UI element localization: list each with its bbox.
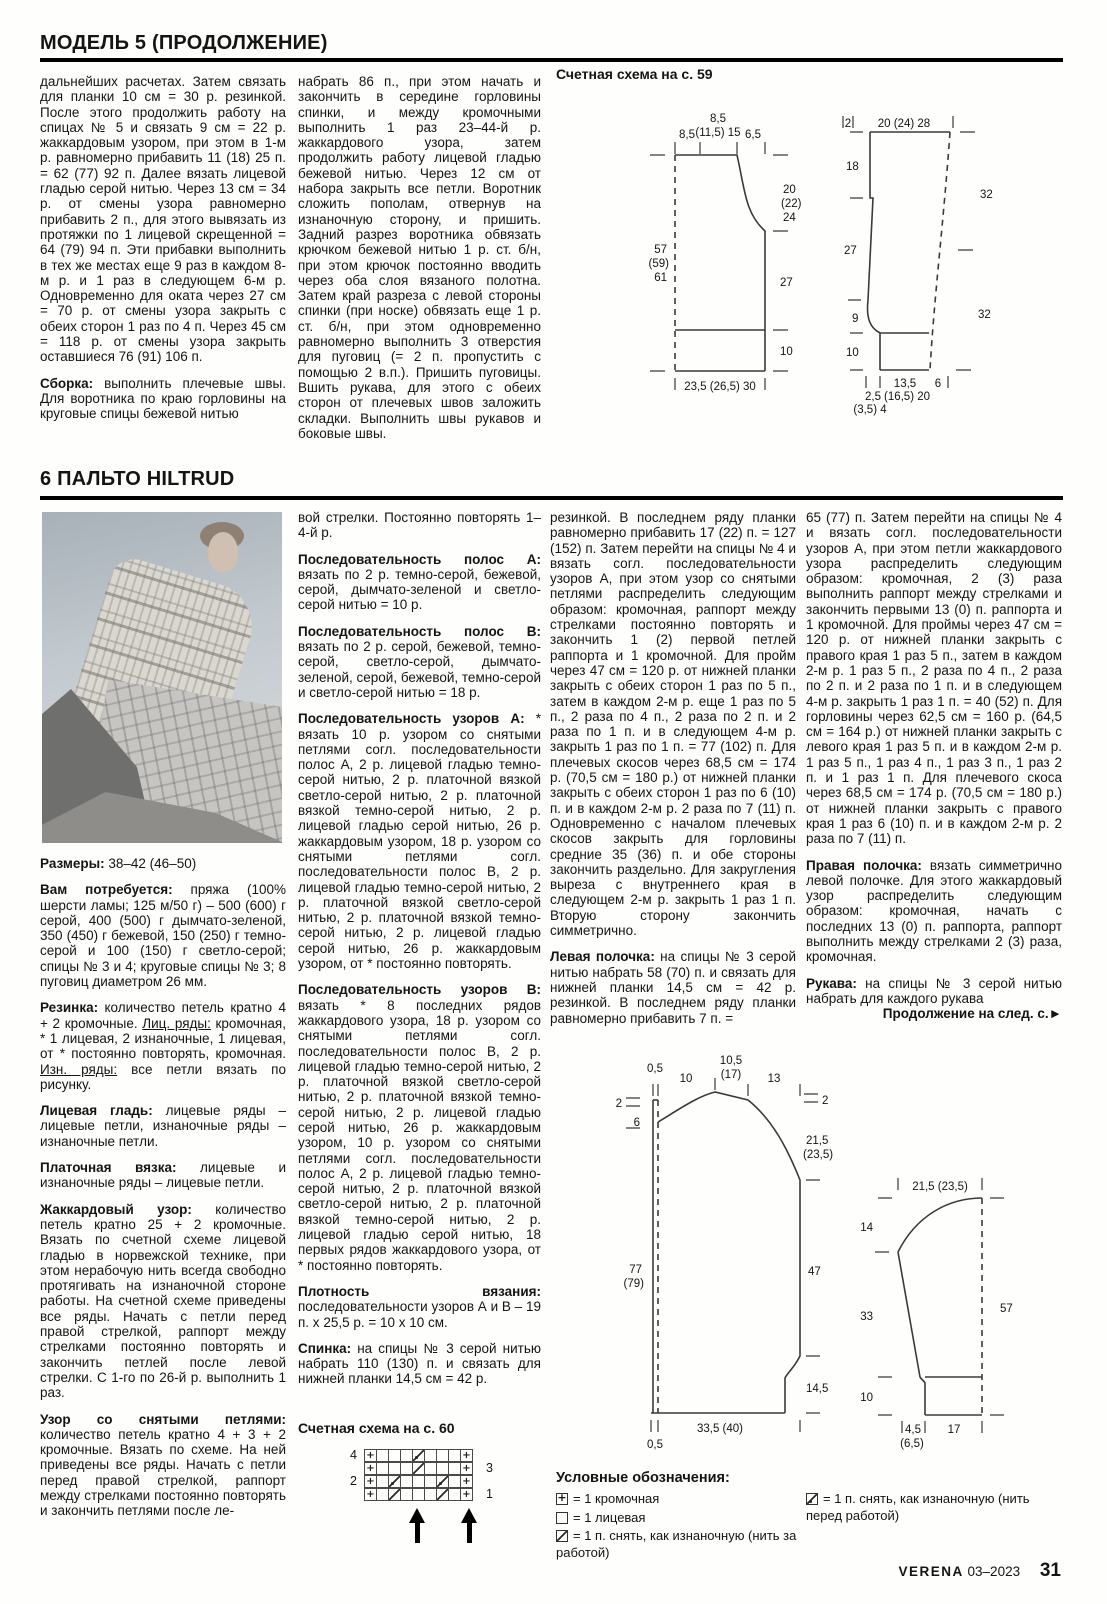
body-text: вой стрелки. Постоянно повторять 1–4-й р. — [298, 510, 541, 541]
legend-item — [806, 1491, 1064, 1524]
jacquard-heading: Жаккардовый узор: — [40, 1201, 192, 1217]
page-number: 31 — [1039, 1560, 1061, 1581]
paragraph — [298, 510, 541, 541]
measure-label: 10 — [860, 1392, 873, 1404]
chart-reference-59: Счетная схема на с. 59 — [556, 66, 713, 82]
magazine-issue: 03–2023 — [967, 1564, 1021, 1579]
back-outline — [650, 142, 788, 390]
garter-heading: Платочная вязка: — [40, 1160, 177, 1176]
paragraph — [550, 510, 796, 938]
body-text: на спицы № 3 серой нитью набрать 110 (130) п. и связать для нижней планки 14,5 см = 42 р. — [298, 1340, 541, 1387]
coat-body-outline — [623, 1078, 820, 1432]
rib-heading: Резинка: — [40, 1000, 99, 1016]
measure-label: (6,5) — [900, 1438, 924, 1450]
measure-label: 27 — [780, 277, 793, 289]
body-text: 38–42 (46–50) — [104, 856, 197, 871]
body-text: дальнейших расчетах. Затем связать для планки 10 см = 30 р. резинкой. После этого продолжить работу на спицах № 5 и связать 9 см = 22 р. жаккардовым узором, при этом в 1-м р. равномерно прибавить 11 (18) 25 п. = 62 (77) 92 п. Далее вязать лицевой гладью серой нитью. Через 13 см = 34 р. от смены узора равномерно прибавить 2 п., для этого вывязать из протяжки по 1 лицевой скрещенной = 64 (79) 94 п. Эти прибавки выполнить в тех же местах еще 9 раз в каждом 8-м р. и 1 раз в следующем 6-м р. Одновременно для оката через 27 см = 70 р. от смены узора закрыть с обеих сторон 1 раз по 4 п. Через 45 см = 118 р. от смены узора закрыть оставшиеся 76 (91) 106 п. — [40, 74, 286, 365]
paragraph — [40, 74, 286, 365]
stripes-a-heading: Последовательность полос А: — [298, 551, 541, 567]
body-text: пряжа (100% шерсти ламы; 125 м/50 г) – 500 (600) г серой, 400 (500) г дымчато-зеленой, 350 (450) г бежевой, 150 (250) г темно-серой и 100 (150) г светло-серой; спицы № 3 и 4; круговые спицы № 3; 8 пуговиц диаметром 26 мм. — [40, 882, 286, 990]
paragraph — [40, 1160, 286, 1191]
measure-label: (3,5) 4 — [853, 404, 887, 416]
measure-label: 2 — [615, 1098, 622, 1110]
body-text: 65 (77) п. Затем перейти на спицы № 4 и вязать согл. последовательности узоров А, при этом петли жаккардового узора распределить следующим образом: кромочная, 2 (3) раза выполнить раппорт между стрелками и закончить первыми 13 (0) п. раппорта и 1 кромочной. Для проймы через 47 см = 120 р. от нижней планки закрыть с правого края 1 раз 5 п., затем в каждом 2-м р. 1 раз 5 п., 2 раза по 4 п., 2 раза по 2 п. и 2 раза по 1 п. и в следующем 4-м р. закрыть 1 раз 1 п. = 40 (52) п. Для горловины через 62,5 см = 160 р. (64,5 см = 164 р.) от нижней планки закрыть с левого края 1 раз 5 п. и в каждом 2-м р. 1 раз 5 п., 1 раз 4 п., 1 раз 3 п., 1 раз 2 п. и 1 раз 1 п. Для плечевого скоса через 68,5 см = 174 р. (70,5 см = 180 р.) от нижней планки закрыть с правого края 1 раз 6 (10) п. и в каждом 2-м р. 2 раза по 7 (11) п. — [806, 510, 1062, 847]
measure-label: 2 — [844, 118, 852, 130]
hiltrud-column-2 — [298, 510, 541, 1415]
model5-section-title: МОДЕЛЬ 5 (ПРОДОЛЖЕНИЕ) — [40, 32, 328, 54]
coat-sleeve-outline — [875, 1178, 1004, 1433]
hiltrud-column-4 — [806, 510, 1062, 1040]
edge-stitch-symbol — [556, 1493, 568, 1505]
paragraph — [298, 1284, 541, 1330]
paragraph — [806, 976, 1062, 1007]
body-text: * вязать 10 р. узором со снятыми петлями согл. последовательности полос А, 2 р. лицевой гладью темно-серой нитью, 2 р. платочной вязкой светло-серой нитью, 2 р. платочной вязкой темно-серой нитью, 2 р. лицевой гладью серой нитью, 26 р. жаккардовым узором, 18 р. узором со снятыми петлями согл. последовательности полос В, 2 р. лицевой гладью темно-серой нитью, 2 р. платочной вязкой светло-серой нитью, 2 р. платочной вязкой темно-серой нитью, 2 р. лицевой гладью серой нитью, 26 р. жаккардовым узором, от * постоянно повторять. — [298, 711, 541, 972]
measure-label: 20 — [783, 184, 796, 196]
measure-label: 4,5 — [905, 1424, 921, 1436]
measure-label: 24 — [783, 212, 796, 224]
measure-label: 57 — [1000, 1303, 1013, 1315]
paragraph — [40, 1000, 286, 1092]
measure-label: 13 — [767, 1073, 781, 1085]
measure-label: 10,5 — [719, 1055, 743, 1067]
measure-label: 8,5 — [679, 129, 695, 141]
body-text: лицевые и изнаночные ряды – лицевые петли. — [40, 1160, 286, 1191]
body-text: вязать по 2 р. серой, бежевой, темно-серой, светло-серой, дымчато-зеленой, серой, бежевой, темно-серой и светло-серой нитью = 18 р. — [298, 639, 541, 700]
knit-stitch-symbol — [556, 1512, 568, 1524]
sequence-b-heading: Последовательность узоров В: — [298, 982, 541, 998]
sleeves-heading: Рукава: — [806, 975, 857, 991]
measure-label: 8,5 — [710, 113, 726, 125]
measure-label: 21,5 (23,5) — [912, 1181, 968, 1193]
measure-label: 27 — [844, 245, 857, 257]
stitch-chart — [365, 1450, 473, 1502]
assembly-heading: Сборка: — [40, 375, 94, 391]
model-photo — [42, 512, 282, 843]
chart-cell — [460, 1449, 473, 1462]
chart-row — [365, 1489, 473, 1502]
photo-model-head — [208, 532, 238, 572]
legend-item — [556, 1510, 806, 1527]
body-text: вязать по 2 р. темно-серой, бежевой, серой, дымчато-зеленой и светло-серой нитью = 10 р. — [298, 566, 541, 613]
body-text: резинкой. В последнем ряду планки равномерно прибавить 17 (22) п. = 127 (152) п. Затем перейти на спицы № 4 и вязать согл. последовательности узоров А, при этом узор со снятыми петлями распределить следующим образом: кромочная, раппорт между стрелками постоянно повторять и закончить 1 (2) первой петлей раппорта и 1 кромочной. Для пройм через 47 см = 120 р. от нижней планки закрыть с обеих сторон 1 раз по 5 п., затем в каждом 2-м р. еще 1 раз по 5 п., 2 раза по 4 п., 2 раза по 2 п. и 2 раза по 1 п. и в следующем 4-м р. закрыть 1 раз по 1 п. = 77 (102) п. Для плечевых скосов через 68,5 см = 174 р. (70,5 см = 180 р.) от нижней планки закрыть с обеих сторон 1 раз по 6 (10) п. и в каждом 2-м р. 2 раза по 7 (11) п. Одновременно с началом плечевых скосов закрыть для горловины средние 35 (36) п. и обе стороны закончить раздельно. Для закругления выреза с внутреннего края в следующем 2-м р. закрыть 1 раз 1 п. Вторую сторону закончить симметрично. — [550, 510, 796, 939]
chart-row-number: 4 — [350, 1448, 357, 1462]
paragraph — [806, 858, 1062, 965]
body-text: на спицы № 3 серой нитью набрать 58 (70) п. и связать для нижней планки 14,5 см = 42 р. резинкой. В последнем ряду планки равномерно прибавить 7 п. = — [550, 949, 796, 1026]
measure-label: 17 — [947, 1424, 961, 1436]
measure-label: (17) — [720, 1069, 742, 1081]
measure-label: 32 — [978, 309, 991, 321]
measure-label: 10 — [679, 1073, 693, 1085]
right-front-heading: Правая полочка: — [806, 857, 922, 873]
chart-reference-60: Счетная схема на с. 60 — [298, 1420, 455, 1436]
paragraph — [40, 1103, 286, 1149]
measure-label: 21,5 — [806, 1135, 829, 1147]
legend-text: = 1 лицевая — [573, 1509, 646, 1525]
hiltrud-section-title: 6 ПАЛЬТО HILTRUD — [40, 468, 235, 490]
measure-label: (11,5) 15 — [695, 127, 741, 139]
legend-right-column — [806, 1491, 1064, 1526]
paragraph — [40, 1202, 286, 1401]
measure-label: 2,5 — [865, 391, 881, 403]
body-text: на спицы № 3 серой нитью набрать для каждого рукава — [806, 975, 1062, 1006]
rapport-arrow-left — [461, 1508, 477, 1543]
model5-back-schematic — [595, 98, 845, 408]
measure-label: 9 — [852, 313, 859, 325]
measure-label: 77 — [629, 1264, 642, 1276]
chart-row-number: 2 — [350, 1474, 357, 1488]
measure-label: (22) — [781, 198, 802, 210]
chart-row-number: 1 — [486, 1487, 493, 1501]
chart-cell — [460, 1475, 473, 1488]
legend-title: Условные обозначения: — [556, 1470, 730, 1486]
body-text: выполнить плечевые швы. Для воротника по краю горловины на круговые спицы бежевой нитью — [40, 375, 286, 422]
body-text: вязать симметрично левой полочке. Для этого жаккардовый узор распределить следующим образом: кромочная, начать с последних 13 (0) п. раппорта, раппорт выполнить между стрелками 2 (3) раза, кромочная. — [806, 857, 1062, 965]
paragraph — [298, 74, 541, 441]
slip-stitch-front-symbol — [806, 1493, 818, 1505]
measure-label: 57 — [654, 244, 667, 256]
hiltrud-column-1 — [40, 856, 286, 1591]
body-text: лицевые ряды – лицевые петли, изнаночные ряды – изнаночные петли. — [40, 1103, 286, 1149]
measure-label: 20 (24) 28 — [877, 118, 931, 130]
body-text: количество петель кратно 25 + 2 кромочные. Вязать по счетной схеме лицевой гладью в норвежской технике, при этом нерабочую нить всегда свободно протягивать на изнаночной стороне работы. На счетной схеме приведены все ряды. Начать с петли перед правой стрелкой, раппорт между стрелками постоянно повторять и закончить петлей после левой стрелки. С 1-го по 26-й р. выполнить 1 раз. — [40, 1201, 286, 1401]
gauge-heading: Плотность вязания: — [298, 1283, 541, 1299]
underlined-text: Изн. ряды: — [40, 1061, 118, 1077]
measure-label: 0,5 — [647, 1439, 663, 1451]
measure-label: 13,5 — [893, 378, 917, 390]
measure-label: 10 — [780, 346, 793, 358]
body-text: последовательности узоров А и В – 19 п. х 25,5 р. = 10 х 10 см. — [298, 1299, 541, 1330]
measure-label: (16,5) 20 — [883, 391, 931, 403]
paragraph — [40, 856, 286, 871]
paragraph — [298, 552, 541, 613]
body-text: вязать * 8 последних рядов жаккардового узора, 18 р. узором со снятыми петлями согл. последовательности полос В, 2 р. лицевой гладью темно-серой нитью, 2 р. платочной вязкой светло-серой нитью, 2 р. платочной вязкой темно-серой нитью, 2 р. лицевой гладью серой нитью, 26 р. жаккардовым узором, 10 р. узором со снятыми петлями согл. последовательности полос А, 2 р. лицевой гладью темно-серой нитью, 2 р. платочной вязкой светло-серой нитью, 2 р. платочной вязкой темно-серой нитью, 2 р. лицевой гладью серой нитью, 18 первых рядов жаккардового узора, от * постоянно повторять. — [298, 997, 541, 1273]
body-text: все петли вязать по рисунку. — [40, 1061, 286, 1092]
coat-sleeve-schematic — [840, 1150, 1107, 1460]
back-heading: Спинка: — [298, 1340, 352, 1356]
measure-label: (59) — [648, 258, 669, 270]
measure-label: 6 — [934, 378, 942, 390]
paragraph — [40, 1412, 286, 1519]
section-rule-hiltrud — [40, 496, 1063, 500]
materials-heading: Вам потребуется: — [40, 882, 173, 898]
measure-label: 6,5 — [745, 129, 761, 141]
legend-item — [556, 1528, 806, 1561]
paragraph — [40, 376, 286, 422]
left-front-heading: Левая полочка: — [550, 949, 655, 965]
measure-label: 47 — [808, 1266, 821, 1278]
body-text: количество петель кратно 4 + 2 кромочные. — [40, 1000, 286, 1031]
measure-label: 33 — [860, 1311, 873, 1323]
coat-body-schematic — [548, 1040, 848, 1455]
body-text: количество петель кратно 4 + 3 + 2 кромочные. Вязать по схеме. На ней приведены все ряды. Начать с петли перед правой стрелкой, раппорт между стрелками постоянно повторять и закончить петлями после ле- — [40, 1426, 286, 1519]
legend-text: = 1 кромочная — [573, 1491, 660, 1506]
measure-label: 18 — [846, 161, 859, 173]
measure-label: 0,5 — [647, 1063, 663, 1075]
chart-cell — [460, 1462, 473, 1475]
stripes-b-heading: Последовательность полос В: — [298, 623, 541, 639]
section-rule-top — [40, 58, 1063, 62]
stockinette-heading: Лицевая гладь: — [40, 1103, 153, 1119]
measure-label: 14,5 — [806, 1383, 829, 1395]
legend-text: = 1 п. снять, как изнаночную (нить перед работой) — [806, 1491, 1030, 1523]
body-text: набрать 86 п., при этом начать и закончить в середине горловины спинки, и между кромочными выполнить 1 раз 23–44-й р. жаккардового узора, затем продолжить работу лицевой гладью бежевой нитью. Через 12 см от набора закрыть все петли. Воротник сложить пополам, отвернув на изнаночную сторону, и пришить. Задний разрез воротника обвязать крючком бежевой нитью 1 р. ст. б/н, при этом крючок постоянно вводить через оба слоя вязаного полотна. Затем край разреза с левой стороны спинки (при носке) обвязать еще 1 р. ст. б/н, при этом одновременно равномерно выполнить 3 отверстия для пуговиц (= 2 п. пропустить с помощью 2 в.п.). Пришить пуговицы. Вшить рукава, для этого с обеих сторон от плечевых швов заложить складки. Выполнить швы рукавов и боковые швы. — [298, 74, 541, 441]
paragraph — [40, 882, 286, 989]
measure-label: 32 — [980, 189, 993, 201]
measure-label: 33,5 (40) — [696, 1423, 744, 1435]
measure-label: 10 — [846, 347, 859, 359]
paragraph — [298, 1341, 541, 1387]
hiltrud-column-3 — [550, 510, 796, 1032]
measure-label: 6 — [633, 1117, 640, 1129]
measure-label: 2 — [822, 1095, 829, 1107]
legend-item — [556, 1491, 806, 1508]
sleeve-outline — [843, 116, 975, 388]
body-text: кромочная, * 1 лицевая, 2 изнаночные, 1 лицевая, от * постоянно повторять, кромочная. — [40, 1015, 286, 1062]
sizes-heading: Размеры: — [40, 856, 105, 871]
underlined-text: Лиц. ряды: — [142, 1015, 211, 1031]
model5-column-1 — [40, 74, 286, 466]
paragraph — [806, 510, 1062, 847]
paragraph — [298, 982, 541, 1273]
legend-text: = 1 п. снять, как изнаночную (нить за работой) — [556, 1528, 797, 1560]
paragraph — [298, 711, 541, 971]
rapport-arrow-right — [409, 1508, 425, 1543]
paragraph — [550, 949, 796, 1025]
chart-cell — [460, 1488, 473, 1501]
paragraph — [298, 624, 541, 700]
chart-row-number: 3 — [486, 1461, 493, 1475]
magazine-brand: VERENA — [898, 1564, 964, 1579]
continued-next-page: Продолжение на след. с.► — [882, 1006, 1062, 1022]
slip-stitch-symbol — [556, 1530, 568, 1542]
model5-column-2 — [298, 74, 541, 466]
page-footer — [899, 1560, 1062, 1582]
measure-label: (79) — [623, 1278, 644, 1290]
measure-label: (23,5) — [803, 1149, 834, 1161]
model5-sleeve-schematic — [830, 98, 1090, 418]
slip-pattern-heading: Узор со снятыми петлями: — [40, 1411, 286, 1427]
measure-label: 14 — [860, 1222, 873, 1234]
measure-label: 23,5 (26,5) 30 — [684, 381, 756, 393]
sequence-a-heading: Последовательность узоров А: — [298, 711, 525, 727]
measure-label: 61 — [654, 272, 667, 284]
legend-left-column — [556, 1491, 806, 1563]
